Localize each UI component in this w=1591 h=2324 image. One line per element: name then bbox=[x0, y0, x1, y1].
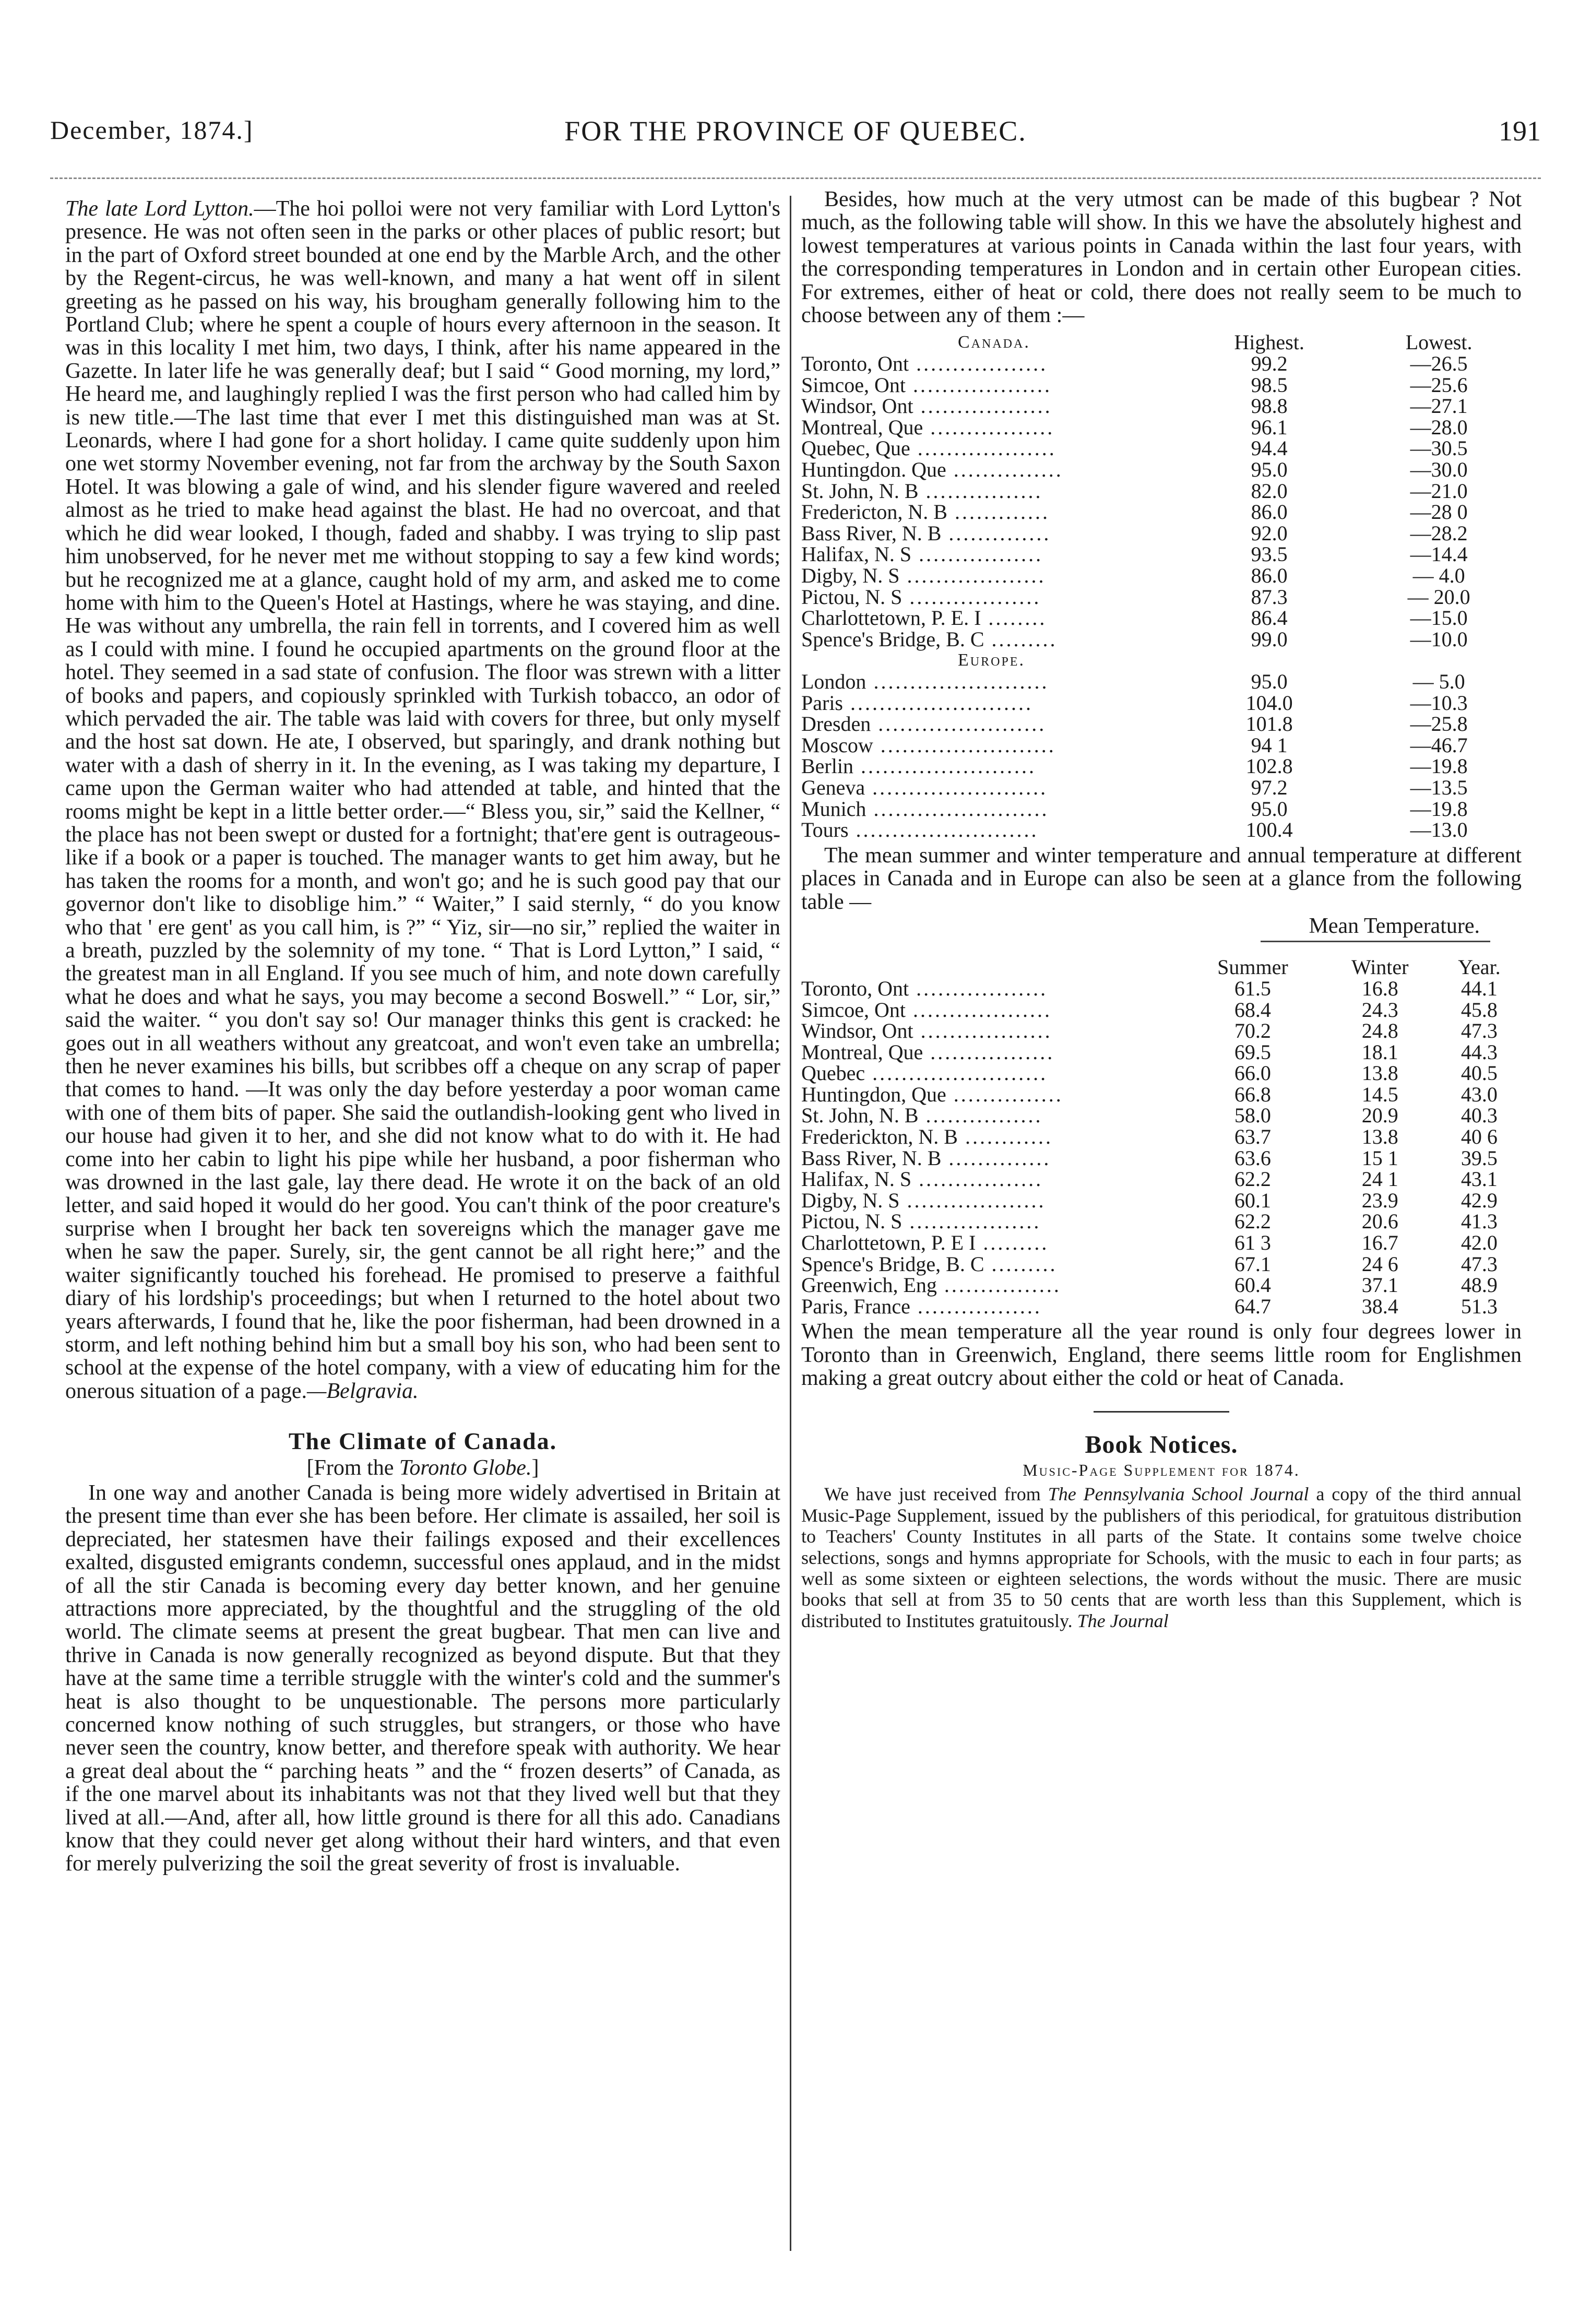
canada-row bbox=[801, 353, 1522, 375]
value-low: —28 0 bbox=[1410, 500, 1468, 524]
value-low: —10.3 bbox=[1410, 691, 1468, 715]
mean-table-caption: Mean Temperature. bbox=[1309, 914, 1480, 938]
value-year: 43.0 bbox=[1461, 1082, 1498, 1106]
place-name: Simcoe, Ont ................... bbox=[801, 998, 1052, 1022]
leader-dots: ........................ bbox=[873, 733, 1056, 757]
canada-row bbox=[801, 587, 1522, 608]
value-low: —46.7 bbox=[1410, 733, 1468, 757]
leader-dots: ................ bbox=[936, 1273, 1061, 1297]
leader-dots: ......... bbox=[984, 1252, 1058, 1276]
place-name: Halifax, N. S ................. bbox=[801, 542, 1043, 566]
value-low: —27.1 bbox=[1410, 394, 1468, 418]
value-high: 94.4 bbox=[1251, 436, 1288, 460]
leader-dots: ................. bbox=[923, 1040, 1055, 1064]
book-notices-subtitle: Music-Page Supplement for 1874. bbox=[1023, 1461, 1300, 1480]
canada-row bbox=[801, 396, 1522, 417]
value-high: 82.0 bbox=[1251, 479, 1288, 503]
value-low: — 20.0 bbox=[1407, 585, 1470, 609]
mean-row bbox=[801, 1275, 1522, 1296]
leader-dots: .............. bbox=[941, 521, 1051, 545]
place-name: Paris ......................... bbox=[801, 691, 1033, 715]
place-name: Paris, France ................. bbox=[801, 1294, 1042, 1318]
place-name: Halifax, N. S ................. bbox=[801, 1167, 1043, 1191]
mean-row bbox=[801, 978, 1522, 1000]
climate-paragraph-3: The mean summer and winter temperature and annual temperature at different places in Canada and in Europe can also be seen at a glance from the following table — bbox=[801, 843, 1522, 914]
value-winter: 38.4 bbox=[1361, 1294, 1398, 1318]
place-name: Montreal, Que ................. bbox=[801, 1040, 1055, 1064]
mean-row bbox=[801, 1063, 1522, 1084]
place-name: Charlottetown, P. E I ......... bbox=[801, 1231, 1049, 1255]
column-divider bbox=[790, 196, 791, 2251]
value-winter: 23.9 bbox=[1361, 1188, 1398, 1212]
leader-dots: ........................ bbox=[866, 797, 1049, 821]
europe-row bbox=[801, 735, 1522, 756]
mean-row bbox=[801, 1000, 1522, 1021]
mean-row bbox=[801, 1254, 1522, 1275]
value-high: 99.0 bbox=[1251, 627, 1288, 651]
value-summer: 62.2 bbox=[1234, 1167, 1271, 1191]
value-low: —28.0 bbox=[1410, 415, 1468, 439]
value-low: —21.0 bbox=[1410, 479, 1468, 503]
leader-dots: ......................... bbox=[843, 691, 1033, 715]
value-high: 95.0 bbox=[1251, 669, 1288, 693]
value-low: —10.0 bbox=[1410, 627, 1468, 651]
leader-dots: ................... bbox=[905, 373, 1052, 397]
place-name: Montreal, Que ................. bbox=[801, 415, 1055, 439]
leader-dots: ................... bbox=[905, 998, 1052, 1022]
europe-row bbox=[801, 671, 1522, 693]
leader-dots: ........ bbox=[981, 606, 1047, 630]
value-summer: 68.4 bbox=[1234, 998, 1271, 1022]
leader-dots: .................. bbox=[909, 976, 1048, 1000]
value-high: 94 1 bbox=[1251, 733, 1288, 757]
leader-dots: ................. bbox=[923, 415, 1055, 439]
canada-row bbox=[801, 502, 1522, 523]
value-high: 95.0 bbox=[1251, 458, 1288, 481]
issue-date: December, 1874.] bbox=[50, 115, 254, 145]
journal-name: The Pennsylvania School Journal bbox=[1048, 1484, 1309, 1505]
place-name: Quebec ........................ bbox=[801, 1061, 1048, 1085]
value-winter: 24 6 bbox=[1361, 1252, 1398, 1276]
place-name: Huntingdon. Que ............... bbox=[801, 458, 1063, 481]
mean-row bbox=[801, 1190, 1522, 1212]
leader-dots: ................... bbox=[899, 563, 1046, 587]
leader-dots: ................... bbox=[910, 436, 1056, 460]
value-summer: 64.7 bbox=[1234, 1294, 1271, 1318]
canada-row bbox=[801, 481, 1522, 502]
lytton-article bbox=[65, 197, 780, 1403]
leader-dots: ................. bbox=[911, 1167, 1043, 1191]
leader-dots: ......................... bbox=[848, 818, 1039, 842]
value-high: 98.8 bbox=[1251, 394, 1288, 418]
place-name: Frederickton, N. B ............ bbox=[801, 1125, 1053, 1149]
value-year: 40 6 bbox=[1461, 1125, 1498, 1149]
value-low: —14.4 bbox=[1410, 542, 1468, 566]
value-low: — 4.0 bbox=[1412, 563, 1465, 587]
value-year: 48.9 bbox=[1461, 1273, 1498, 1297]
leader-dots: .............. bbox=[941, 1146, 1051, 1170]
col-summer: Summer bbox=[1217, 955, 1288, 979]
place-name: Moscow ........................ bbox=[801, 733, 1056, 757]
value-winter: 24 1 bbox=[1361, 1167, 1398, 1191]
value-high: 92.0 bbox=[1251, 521, 1288, 545]
leader-dots: ......... bbox=[976, 1231, 1049, 1255]
canada-rows bbox=[801, 353, 1522, 650]
place-name: Windsor, Ont .................. bbox=[801, 1019, 1052, 1043]
leader-dots: ................ bbox=[918, 479, 1043, 503]
mean-row bbox=[801, 1042, 1522, 1063]
value-year: 40.3 bbox=[1461, 1104, 1498, 1128]
climate-paragraph-1: In one way and another Canada is being more widely advertised in Britain at the present time than ever she has been before. Her climate is assailed, her soil is depreciated, her statesmen have their failings exposed and their excellences exalted, disgusted emigrants condemn, successful ones applaud, and in the midst of all the stir Canada is becoming every day better known, and her genuine attractions more appreciated, by the thoughtful and the struggling of the old world. The climate seems at present the great bugbear. That men can live and thrive in Canada is now generally recognized as beyond dispute. But that they have at the same time a terrible struggle with the winter's cold and the summer's heat is also thought to be unquestionable. The persons more particularly concerned know nothing of such struggles, but strangers, or those who have never seen the country, know better, and therefore speak with authority. We hear a great deal about the “ parching heats ” and the “ frozen deserts” of Canada, as if the one marvel about its inhabitants was not that they lived well but that they lived at all.—And, after all, how little ground is there for all this ado. Canadians know that they could never get along without their hard winters, and that even for merely pulverizing the soil the great severity of frost is invaluable. bbox=[65, 1480, 780, 1876]
place-name: Spence's Bridge, B. C ......... bbox=[801, 627, 1058, 651]
canada-row bbox=[801, 608, 1522, 629]
mean-row bbox=[801, 1084, 1522, 1106]
value-low: —30.0 bbox=[1410, 458, 1468, 481]
leader-dots: .................. bbox=[902, 585, 1041, 609]
value-year: 45.8 bbox=[1461, 998, 1498, 1022]
col-year: Year. bbox=[1458, 955, 1501, 979]
lytton-lead: The late Lord Lytton. bbox=[65, 197, 254, 221]
leader-dots: ............ bbox=[957, 1125, 1053, 1149]
value-high: 100.4 bbox=[1245, 818, 1293, 842]
journal-name-end: The Journal bbox=[1077, 1610, 1169, 1631]
extremes-header-row bbox=[801, 332, 1522, 353]
place-name: Greenwich, Eng ................ bbox=[801, 1273, 1061, 1297]
value-low: —13.5 bbox=[1410, 775, 1468, 799]
canada-row bbox=[801, 375, 1522, 396]
place-name: St. John, N. B ................ bbox=[801, 479, 1043, 503]
europe-row bbox=[801, 756, 1522, 777]
mean-row bbox=[801, 1105, 1522, 1127]
value-year: 39.5 bbox=[1461, 1146, 1498, 1170]
col-canada: Canada. bbox=[958, 333, 1030, 352]
europe-row bbox=[801, 820, 1522, 841]
col-highest: Highest. bbox=[1234, 330, 1304, 354]
place-name: Dresden ....................... bbox=[801, 712, 1047, 736]
value-low: —30.5 bbox=[1410, 436, 1468, 460]
climate-title: The Climate of Canada. bbox=[288, 1428, 557, 1455]
value-high: 86.0 bbox=[1251, 563, 1288, 587]
value-winter: 20.6 bbox=[1361, 1210, 1398, 1234]
book-notices-title: Book Notices. bbox=[1085, 1430, 1238, 1459]
mean-row bbox=[801, 1296, 1522, 1318]
place-name: Toronto, Ont .................. bbox=[801, 976, 1048, 1000]
value-winter: 13.8 bbox=[1361, 1061, 1398, 1085]
europe-row bbox=[801, 693, 1522, 714]
place-name: St. John, N. B ................ bbox=[801, 1104, 1043, 1128]
leader-dots: ........................ bbox=[865, 1061, 1048, 1085]
mean-row bbox=[801, 1211, 1522, 1232]
place-name: Bass River, N. B .............. bbox=[801, 521, 1051, 545]
place-name: Windsor, Ont .................. bbox=[801, 394, 1052, 418]
mean-rows bbox=[801, 978, 1522, 1318]
value-high: 95.0 bbox=[1251, 797, 1288, 821]
value-year: 41.3 bbox=[1461, 1210, 1498, 1234]
leader-dots: ................. bbox=[910, 1294, 1042, 1318]
value-high: 97.2 bbox=[1251, 775, 1288, 799]
value-year: 44.3 bbox=[1461, 1040, 1498, 1064]
value-winter: 16.8 bbox=[1361, 976, 1398, 1000]
value-summer: 60.1 bbox=[1234, 1188, 1271, 1212]
mean-row bbox=[801, 1148, 1522, 1169]
europe-row bbox=[801, 777, 1522, 799]
value-winter: 37.1 bbox=[1361, 1273, 1398, 1297]
value-winter: 13.8 bbox=[1361, 1125, 1398, 1149]
leader-dots: ........................ bbox=[853, 754, 1036, 778]
value-low: — 5.0 bbox=[1412, 669, 1465, 693]
place-name: Pictou, N. S .................. bbox=[801, 585, 1041, 609]
leader-dots: ........................ bbox=[866, 669, 1049, 693]
leader-dots: ....................... bbox=[871, 712, 1047, 736]
value-winter: 24.3 bbox=[1361, 998, 1398, 1022]
leader-dots: .................. bbox=[913, 1019, 1052, 1043]
col-lowest: Lowest. bbox=[1405, 330, 1473, 354]
running-header bbox=[50, 115, 1541, 157]
place-name: Charlottetown, P. E. I ........ bbox=[801, 606, 1047, 630]
value-high: 99.2 bbox=[1251, 352, 1288, 376]
place-name: Munich ........................ bbox=[801, 797, 1049, 821]
value-summer: 70.2 bbox=[1234, 1019, 1271, 1043]
europe-label: Europe. bbox=[958, 650, 1025, 670]
leader-dots: .................. bbox=[902, 1210, 1041, 1234]
leader-dots: ............... bbox=[946, 458, 1063, 481]
value-year: 47.3 bbox=[1461, 1019, 1498, 1043]
place-name: Quebec, Que ................... bbox=[801, 436, 1056, 460]
value-low: —13.0 bbox=[1410, 818, 1468, 842]
europe-row bbox=[801, 714, 1522, 735]
value-high: 104.0 bbox=[1245, 691, 1293, 715]
value-low: —15.0 bbox=[1410, 606, 1468, 630]
value-summer: 61 3 bbox=[1234, 1231, 1271, 1255]
value-low: —25.8 bbox=[1410, 712, 1468, 736]
value-winter: 18.1 bbox=[1361, 1040, 1398, 1064]
place-name: London ........................ bbox=[801, 669, 1049, 693]
col-winter: Winter bbox=[1351, 955, 1409, 979]
value-summer: 63.7 bbox=[1234, 1125, 1271, 1149]
place-name: Digby, N. S ................... bbox=[801, 1188, 1046, 1212]
value-summer: 62.2 bbox=[1234, 1210, 1271, 1234]
value-winter: 16.7 bbox=[1361, 1231, 1398, 1255]
canada-row bbox=[801, 565, 1522, 587]
book-notices-text: We have just received from The Pennsylvania School Journal a copy of the third annual Music-Page Supplement, issued by the publishers of this periodical, for gratuitous distribution to Teachers' County Institutes in all parts of the State. It contains some twelve choice selections, songs and hymns appropriate for Schools, with the music to each in four parts; as well as some sixteen or eighteen selections, the words without the music. There are music books that sell at from 35 to 50 cents that are worth less than this Supplement, which is distributed to Institutes gratuitously. The Journal bbox=[801, 1484, 1522, 1631]
value-summer: 69.5 bbox=[1234, 1040, 1271, 1064]
leader-dots: ................ bbox=[918, 1104, 1043, 1128]
place-name: Spence's Bridge, B. C ......... bbox=[801, 1252, 1058, 1276]
value-high: 96.1 bbox=[1251, 415, 1288, 439]
value-low: —25.6 bbox=[1410, 373, 1468, 397]
value-high: 86.4 bbox=[1251, 606, 1288, 630]
leader-dots: ................. bbox=[911, 542, 1043, 566]
climate-paragraph-2: Besides, how much at the very utmost can be made of this bugbear ? Not much, as the following table will show. In this we have the absolutely highest and lowest temperatures at various points in Canada within the last four years, with the corresponding temperatures in London and in certain other European cities. For extremes, either of heat or cold, there does not really seem to be much to choose between any of them :— bbox=[801, 187, 1522, 328]
value-high: 87.3 bbox=[1251, 585, 1288, 609]
leader-dots: .................. bbox=[913, 394, 1052, 418]
place-name: Berlin ........................ bbox=[801, 754, 1036, 778]
value-high: 93.5 bbox=[1251, 542, 1288, 566]
page-number: 191 bbox=[1499, 115, 1541, 147]
value-low: —19.8 bbox=[1410, 754, 1468, 778]
place-name: Huntingdon, Que ............... bbox=[801, 1082, 1063, 1106]
leader-dots: ................... bbox=[899, 1188, 1046, 1212]
place-name: Simcoe, Ont ................... bbox=[801, 373, 1052, 397]
value-high: 102.8 bbox=[1245, 754, 1293, 778]
mean-table-brace bbox=[1261, 941, 1490, 952]
europe-row bbox=[801, 799, 1522, 820]
leader-dots: ............. bbox=[947, 500, 1050, 524]
leader-dots: ............... bbox=[946, 1082, 1063, 1106]
place-name: Geneva ........................ bbox=[801, 775, 1048, 799]
value-low: —26.5 bbox=[1410, 352, 1468, 376]
lytton-body: —The hoi polloi were not very familiar with Lord Lytton's presence. He was not often seen in the parks or other places of public resort; but in the part of Oxford street bounded at one end by the Marble Arch, and the other by the Regent-circus, he was well-known, and many a hat went off in silent greeting as he passed on his way, his brougham generally following him to the Portland Club; where he spent a couple of hours every afternoon in the season. It was in this locality I met him, two days, I think, after his name appeared in the Gazette. In later life he was generally deaf; but I said “ Good morning, my lord,” He heard me, and laughingly replied I was the first person who had called him by is new title.—The last time that ever I met this distinguished man was at St. Leonards, where I had gone for a short holiday. I came quite suddenly upon him one wet stormy November evening, not far from the archway by the South Saxon Hotel. It was blowing a gale of wind, and his slender figure wavered and reeled almost as he tried to make head against the blast. He had no overcoat, and that which he did wear looked, I though, faded and shabby. I was trying to slip past him unobserved, for he never met me without stopping to say a few kind words; but he recognized me at a glance, caught hold of my arm, and asked me to come home with him to the Queen's Hotel at Hastings, where he was staying, and dine. He was without any umbrella, the rain fell in torrents, and I covered him as well as I could with mine. I found he occupied apartments on the ground floor at the hotel. They seemed in a sad state of confusion. The floor was strewn with a litter of books and papers, and copiously sprinkled with Turkish tobacco, an odor of which pervaded the air. The table was laid with covers for three, but only myself and the host sat down. He ate, I observed, but sparingly, and drank nothing but water with a dash of sherry in it. In the evening, as I was taking my departure, I came upon the German waiter who had attended at table, and hinted that the rooms might be kept in a little better order.—“ Bless you, sir,” said the Kellner, “ the place has not been swept or dusted for a fortnight; that'ere gent is outrageous-like if a book or a paper is touched. The manager wants to get him away, but he has taken the rooms for a month, and won't go; and he is such good pay that our governor don't like to disoblige him.” “ Waiter,” I said sternly, “ do you know who that ' ere gent' as you call him, is ?” “ Yiz, sir—no sir,” replied the waiter in a breath, puzzled by the solemnity of my tone. “ That is Lord Lytton,” I said, “ the greatest man in all England. If you see much of him, and note down carefully what he does and what he says, you may become a second Boswell.” “ Lor, sir,” said the waiter. “ you don't say so! Our manager thinks this gent is cracked: he goes out in all weathers without any greatcoat, and won't even take an umbrella; then he never examines his bills, but scribbes off a cheque on any scrap of paper that comes to hand. —It was only the day before yesterday a poor woman came with one of them bits of paper. She said the outlandish-looking gent who lived in our house had given it to her, and she did not know what to do with it. He had come into her cabin to light his pipe while her husband, a poor fisherman who was drowned in the last gale, lay there dead. He wrote it on the back of an old letter, and said hoped it would do her good. You can't think of the poor creature's surprise when I brought her back ten sovereigns which the manager gave me when he saw the paper. Surely, sir, the gent cannot be all right here;” and the waiter significantly touched his forehead. He promised to preserve a faithful diary of his lordship's proceedings; but when I returned to the hotel about two years afterwards, I found that he, like the poor fisherman, had been drowned in a storm, and left nothing behind him but a small boy his son, who had been sent to school at the expense of the hotel company, with a view of educating him for the onerous situation of a page. bbox=[65, 197, 780, 1403]
header-rule bbox=[50, 177, 1541, 179]
canada-row bbox=[801, 544, 1522, 565]
leader-dots: ......... bbox=[984, 627, 1058, 651]
value-year: 47.3 bbox=[1461, 1252, 1498, 1276]
value-winter: 15 1 bbox=[1361, 1146, 1398, 1170]
value-low: —28.2 bbox=[1410, 521, 1468, 545]
value-year: 40.5 bbox=[1461, 1061, 1498, 1085]
climate-source: [From the Toronto Globe.] bbox=[306, 1455, 539, 1480]
section-rule bbox=[1094, 1411, 1229, 1413]
value-year: 42.0 bbox=[1461, 1231, 1498, 1255]
value-high: 98.5 bbox=[1251, 373, 1288, 397]
value-low: —19.8 bbox=[1410, 797, 1468, 821]
value-high: 86.0 bbox=[1251, 500, 1288, 524]
place-name: Digby, N. S ................... bbox=[801, 563, 1046, 587]
left-column bbox=[65, 197, 780, 1876]
place-name: Tours ......................... bbox=[801, 818, 1039, 842]
value-summer: 61.5 bbox=[1234, 976, 1271, 1000]
leader-dots: .................. bbox=[909, 352, 1048, 376]
publication-title: FOR THE PROVINCE OF QUEBEC. bbox=[564, 115, 1027, 147]
place-name: Toronto, Ont .................. bbox=[801, 352, 1048, 376]
value-year: 51.3 bbox=[1461, 1294, 1498, 1318]
value-summer: 66.0 bbox=[1234, 1061, 1271, 1085]
value-high: 101.8 bbox=[1245, 712, 1293, 736]
value-summer: 58.0 bbox=[1234, 1104, 1271, 1128]
leader-dots: ........................ bbox=[865, 775, 1048, 799]
value-summer: 63.6 bbox=[1234, 1146, 1271, 1170]
mean-row bbox=[801, 1232, 1522, 1254]
place-name: Bass River, N. B .............. bbox=[801, 1146, 1051, 1170]
place-name: Pictou, N. S .................. bbox=[801, 1210, 1041, 1234]
value-summer: 60.4 bbox=[1234, 1273, 1271, 1297]
value-winter: 20.9 bbox=[1361, 1104, 1398, 1128]
europe-rows bbox=[801, 671, 1522, 841]
mean-header-row bbox=[801, 957, 1522, 978]
value-winter: 24.8 bbox=[1361, 1019, 1398, 1043]
climate-paragraph-4: When the mean temperature all the year round is only four degrees lower in Toronto than in Greenwich, England, there seems little room for Englishmen making a great outcry about either the cold or heat of Canada. bbox=[801, 1320, 1522, 1391]
canada-row bbox=[801, 459, 1522, 481]
value-summer: 66.8 bbox=[1234, 1082, 1271, 1106]
value-winter: 14.5 bbox=[1361, 1082, 1398, 1106]
lytton-source: —Belgravia. bbox=[307, 1379, 419, 1403]
mean-row bbox=[801, 1127, 1522, 1148]
place-name: Fredericton, N. B ............. bbox=[801, 500, 1050, 524]
canada-row bbox=[801, 523, 1522, 544]
climate-source-name: Toronto Globe. bbox=[399, 1455, 532, 1480]
canada-row bbox=[801, 438, 1522, 459]
mean-row bbox=[801, 1021, 1522, 1042]
value-year: 43.1 bbox=[1461, 1167, 1498, 1191]
value-summer: 67.1 bbox=[1234, 1252, 1271, 1276]
value-year: 44.1 bbox=[1461, 976, 1498, 1000]
mean-temperature-table bbox=[801, 957, 1522, 1317]
mean-row bbox=[801, 1169, 1522, 1190]
europe-header-row bbox=[801, 650, 1522, 671]
extremes-table bbox=[801, 332, 1522, 840]
canada-row bbox=[801, 629, 1522, 650]
canada-row bbox=[801, 417, 1522, 438]
right-column bbox=[801, 188, 1522, 1631]
value-year: 42.9 bbox=[1461, 1188, 1498, 1212]
